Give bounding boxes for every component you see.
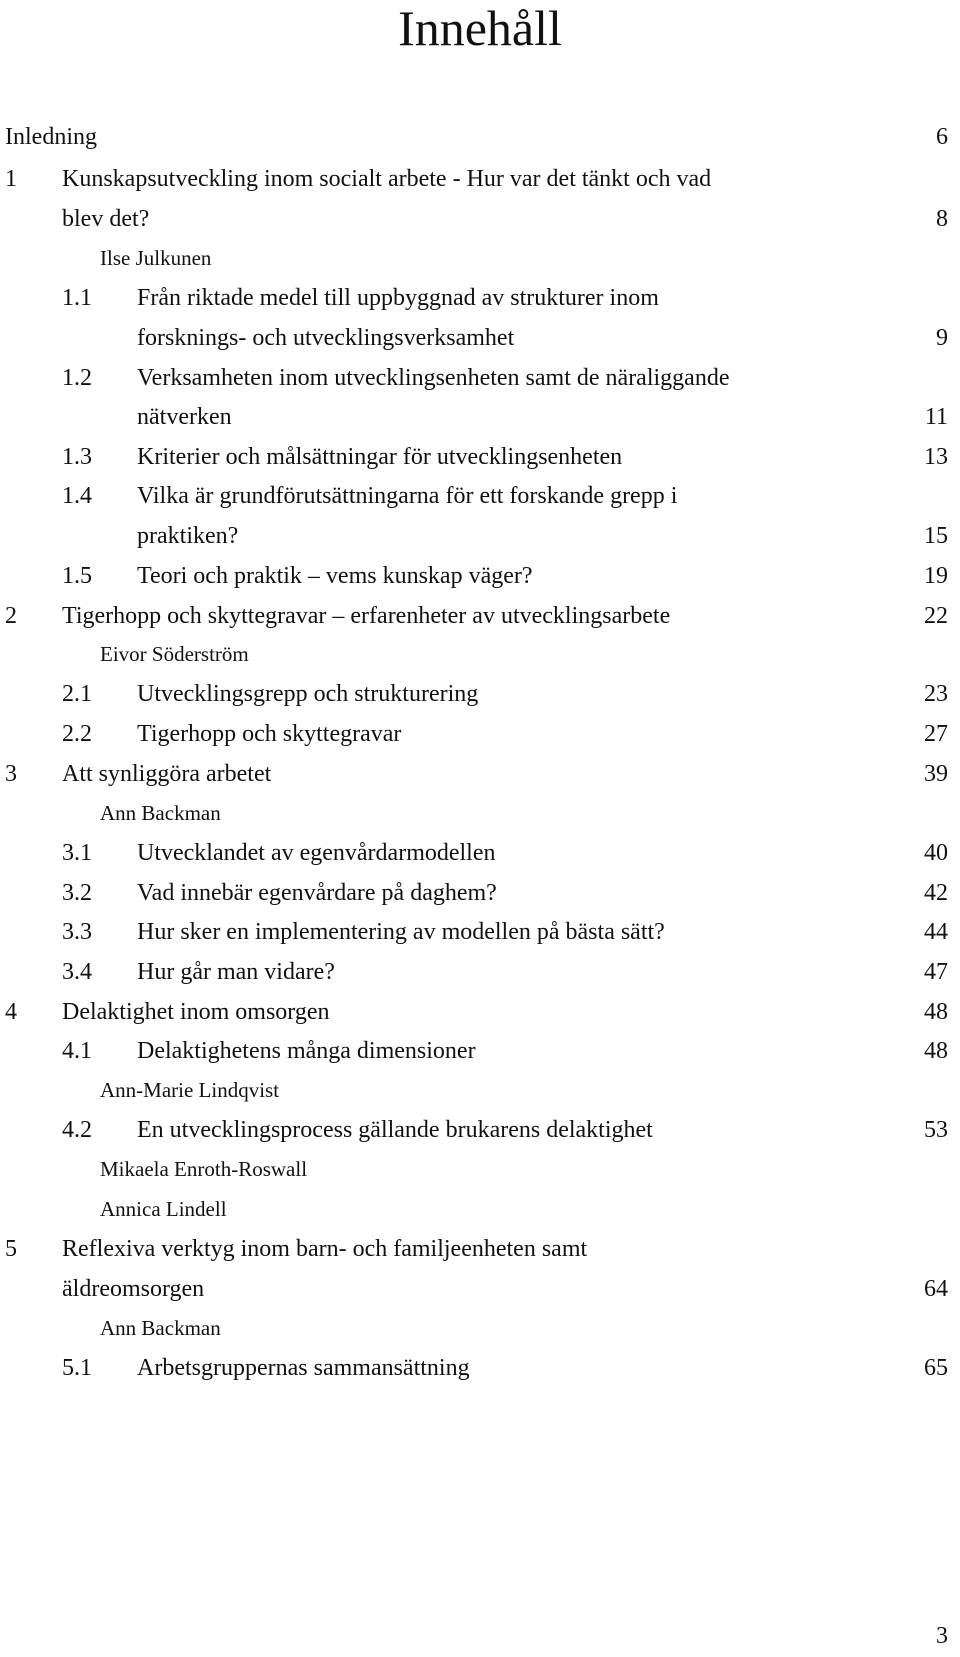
- toc-page-number: 53: [924, 1117, 948, 1143]
- toc-entry-title-cont[interactable]: forsknings- och utvecklingsverksamhet: [137, 325, 515, 351]
- toc-chapter-number: 3: [5, 761, 17, 787]
- toc-page-number: 11: [924, 404, 948, 430]
- toc-section-number: 2.1: [62, 681, 92, 707]
- toc-entry-title-cont[interactable]: äldreomsorgen: [62, 1276, 205, 1302]
- toc-page-number: 19: [924, 563, 948, 589]
- toc-entry-title: Inledning: [5, 124, 97, 150]
- toc-chapter-number: 1: [5, 166, 17, 192]
- toc-page-number: 8: [936, 206, 948, 232]
- toc-entry-title[interactable]: Tigerhopp och skyttegravar – erfarenheter av utvecklingsarbete: [62, 603, 671, 629]
- toc-page-number: 13: [924, 444, 948, 470]
- toc-page-number: 40: [924, 840, 948, 866]
- toc-entry-title[interactable]: Reflexiva verktyg inom barn- och familjeenheten samt: [62, 1236, 588, 1262]
- toc-entry-title[interactable]: Kunskapsutveckling inom socialt arbete - Hur var det tänkt och vad: [62, 166, 712, 192]
- toc-entry-title[interactable]: Utvecklandet av egenvårdarmodellen: [137, 840, 496, 866]
- toc-section-number: 1.5: [62, 563, 92, 589]
- toc-page-number: 22: [924, 603, 948, 629]
- toc-section-number: 3.2: [62, 880, 92, 906]
- toc-entry-title[interactable]: Verksamheten inom utvecklingsenheten samt de näraliggande: [137, 365, 730, 391]
- toc-page-number: 9: [936, 325, 948, 351]
- page-footer-number: 3: [936, 1623, 948, 1649]
- toc-section-number: 3.1: [62, 840, 92, 866]
- toc-page-number: 6: [936, 124, 948, 150]
- toc-page-number: 48: [924, 1038, 948, 1064]
- toc-page-number: 15: [924, 523, 948, 549]
- toc-chapter-number: 2: [5, 603, 17, 629]
- toc-section-number: 1.1: [62, 285, 92, 311]
- toc-page-number: 65: [924, 1355, 948, 1381]
- toc-entry-title-cont[interactable]: nätverken: [137, 404, 232, 430]
- toc-author: Ilse Julkunen: [100, 246, 212, 270]
- toc-page-number: 42: [924, 880, 948, 906]
- toc-entry-title-cont[interactable]: blev det?: [62, 206, 150, 232]
- toc-author: Ann Backman: [100, 801, 221, 825]
- toc-entry-title[interactable]: Tigerhopp och skyttegravar: [137, 721, 402, 747]
- toc-entry-title-cont[interactable]: praktiken?: [137, 523, 239, 549]
- toc-section-number: 5.1: [62, 1355, 92, 1381]
- toc-entry-title[interactable]: Teori och praktik – vems kunskap väger?: [137, 563, 533, 589]
- page-title: Innehåll: [398, 0, 562, 56]
- toc-section-number: 1.2: [62, 365, 92, 391]
- toc-page-number: 44: [924, 919, 948, 945]
- toc-section-number: 3.3: [62, 919, 92, 945]
- toc-entry-title[interactable]: Delaktighet inom omsorgen: [62, 999, 330, 1025]
- toc-entry-title[interactable]: Arbetsgruppernas sammansättning: [137, 1355, 470, 1381]
- toc-entry-title[interactable]: Hur går man vidare?: [137, 959, 335, 985]
- toc-entry-title[interactable]: Delaktighetens många dimensioner: [137, 1038, 476, 1064]
- toc-author: Mikaela Enroth-Roswall: [100, 1157, 308, 1181]
- toc-section-number: 4.1: [62, 1038, 92, 1064]
- toc-page-number: 48: [924, 999, 948, 1025]
- toc-page-number: 39: [924, 761, 948, 787]
- toc-entry-title[interactable]: En utvecklingsprocess gällande brukarens delaktighet: [137, 1117, 653, 1143]
- toc-chapter-number: 5: [5, 1236, 17, 1262]
- toc-chapter-number: 4: [5, 999, 17, 1025]
- toc-author: Eivor Söderström: [100, 642, 249, 666]
- toc-entry-title[interactable]: Att synliggöra arbetet: [62, 761, 272, 787]
- toc-entry-title[interactable]: Hur sker en implementering av modellen på bästa sätt?: [137, 919, 665, 945]
- toc-entry-title[interactable]: Utvecklingsgrepp och strukturering: [137, 681, 479, 707]
- toc-author: Ann Backman: [100, 1316, 221, 1340]
- toc-page-number: 47: [924, 959, 948, 985]
- toc-page-number: 23: [924, 681, 948, 707]
- toc-entry-title[interactable]: Vad innebär egenvårdare på daghem?: [137, 880, 497, 906]
- toc-page-number: 27: [924, 721, 948, 747]
- toc-section-number: 2.2: [62, 721, 92, 747]
- toc-entry-introduction[interactable]: [5, 122, 97, 152]
- toc-section-number: 1.3: [62, 444, 92, 470]
- toc-author: Ann-Marie Lindqvist: [100, 1078, 280, 1102]
- toc-entry-title[interactable]: Kriterier och målsättningar för utvecklingsenheten: [137, 444, 623, 470]
- toc-section-number: 1.4: [62, 483, 92, 509]
- toc-entry-title[interactable]: Från riktade medel till uppbyggnad av strukturer inom: [137, 285, 659, 311]
- toc-section-number: 3.4: [62, 959, 92, 985]
- toc-page-number: 64: [924, 1276, 948, 1302]
- toc-entry-title[interactable]: Vilka är grundförutsättningarna för ett forskande grepp i: [137, 483, 678, 509]
- toc-author: Annica Lindell: [100, 1197, 227, 1221]
- toc-section-number: 4.2: [62, 1117, 92, 1143]
